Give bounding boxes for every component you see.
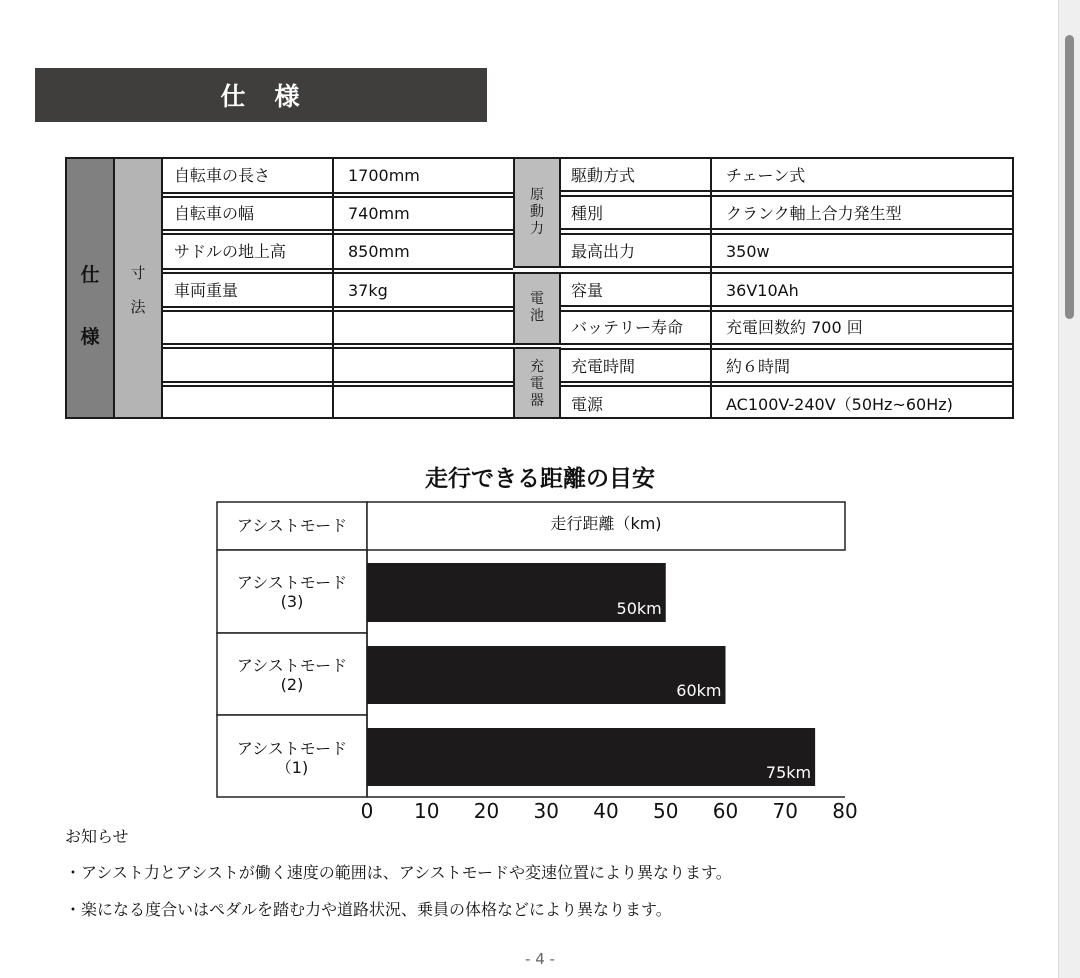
spec-group-char: 原 — [530, 187, 544, 203]
page-number: - 4 - — [525, 950, 555, 968]
x-tick-label: 10 — [414, 799, 440, 823]
spec-side-char: 仕 — [80, 264, 100, 286]
spec-label: バッテリー寿命 — [571, 318, 684, 337]
category-label: アシストモード (3) — [236, 573, 348, 611]
spec-label: 容量 — [571, 281, 604, 300]
spec-value: 37kg — [348, 281, 388, 300]
spec-value: 350w — [726, 242, 770, 261]
chart-title: 走行できる距離の目安 — [425, 466, 655, 492]
x-tick-label: 20 — [473, 799, 500, 823]
spec-label: 自転車の幅 — [174, 204, 255, 223]
category-label: アシストモード （1) — [236, 739, 348, 777]
spec-label: 自転車の長さ — [174, 166, 271, 185]
spec-value: 充電回数約 700 回 — [726, 318, 863, 337]
spec-group-char: 器 — [530, 393, 544, 409]
spec-group-char: 池 — [530, 308, 544, 324]
spec-group-char: 電 — [530, 376, 544, 392]
spec-dimension-char: 法 — [130, 298, 146, 316]
spec-label: 最高出力 — [571, 242, 636, 261]
scrollbar-thumb[interactable] — [1065, 35, 1074, 319]
note-item: ・楽になる度合いはペダルを踏む力や道路状況、乗員の体格などにより異なります。 — [65, 900, 672, 919]
x-tick-label: 50 — [653, 799, 679, 823]
spec-value: AC100V-240V（50Hz~60Hz) — [726, 395, 953, 414]
row-header-label: アシストモード — [236, 516, 348, 535]
spec-label: 種別 — [571, 204, 604, 223]
section-title: 仕 様 — [220, 82, 302, 111]
x-tick-label: 80 — [832, 799, 858, 823]
bar-value-label: 75km — [765, 763, 812, 782]
bar — [367, 646, 726, 704]
spec-group-char: 力 — [530, 221, 544, 237]
spec-value: 1700mm — [348, 166, 420, 185]
note-item: ・アシスト力とアシストが働く速度の範囲は、アシストモードや変速位置により異なります。 — [65, 863, 732, 882]
spec-group-char: 動 — [530, 204, 544, 220]
spec-group-char: 充 — [530, 359, 544, 375]
bar — [367, 728, 815, 786]
spec-value: チェーン式 — [726, 166, 806, 185]
notes-heading: お知らせ — [65, 827, 129, 846]
spec-value: 約６時間 — [726, 357, 791, 376]
column-header-label: 走行距離（km) — [550, 514, 662, 533]
x-tick-label: 30 — [533, 799, 559, 823]
spec-value: 36V10Ah — [726, 281, 799, 300]
spec-label: 充電時間 — [571, 357, 636, 376]
spec-value: 740mm — [348, 204, 410, 223]
spec-value: 850mm — [348, 242, 410, 261]
spec-group-char: 電 — [530, 291, 544, 307]
spec-label: 電源 — [571, 395, 604, 414]
scrollbar[interactable] — [1058, 0, 1080, 978]
spec-dimension-char: 寸 — [130, 264, 146, 282]
bar-value-label: 50km — [616, 599, 662, 618]
x-tick-label: 60 — [712, 799, 739, 823]
bar-value-label: 60km — [676, 681, 722, 700]
category-label: アシストモード (2) — [236, 656, 348, 694]
x-tick-label: 70 — [772, 799, 798, 823]
spec-label: 駆動方式 — [571, 166, 636, 185]
spec-side-char: 様 — [80, 326, 100, 348]
x-tick-label: 0 — [360, 799, 374, 823]
spec-label: サドルの地上高 — [174, 242, 287, 261]
x-tick-label: 40 — [593, 799, 619, 823]
spec-value: クランク軸上合力発生型 — [726, 204, 902, 223]
spec-label: 車両重量 — [174, 281, 239, 300]
